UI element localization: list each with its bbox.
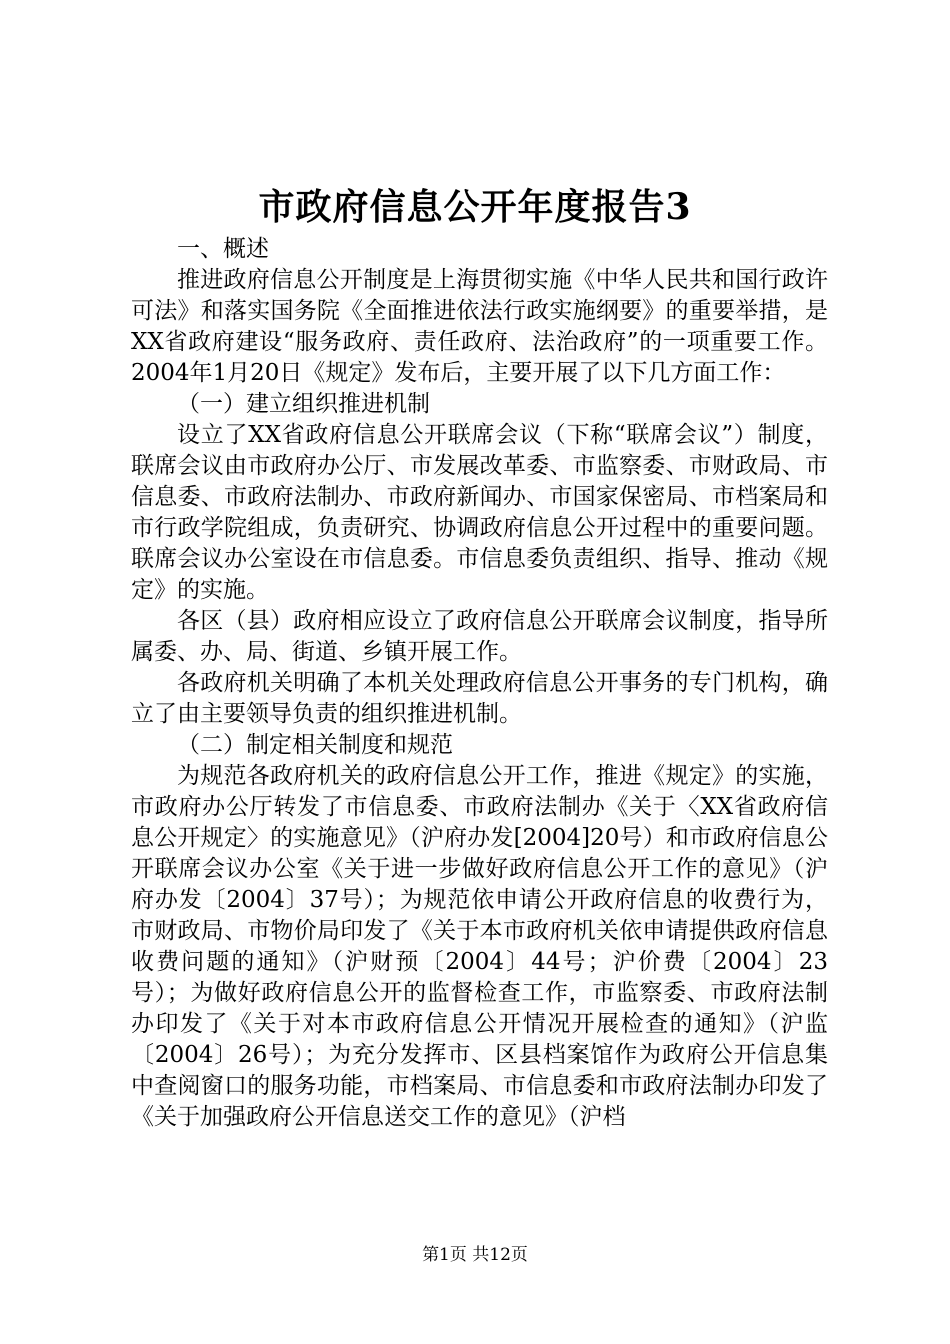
paragraph: 各区（县）政府相应设立了政府信息公开联席会议制度，指导所属委、办、局、街道、乡镇开展工作。 (131, 608, 828, 665)
paragraph: 推进政府信息公开制度是上海贯彻实施《中华人民共和国行政许可法》和落实国务院《全面推进依法行政实施纲要》的重要举措，是XX省政府建设“服务政府、责任政府、法治政府”的一项重要工作。2004年1月20日《规定》发布后，主要开展了以下几方面工作： (131, 267, 828, 386)
section-heading: 一、概述 (177, 236, 269, 262)
subsection-heading: （二）制定相关制度和规范 (177, 732, 453, 758)
page-title: 市政府信息公开年度报告3 (258, 186, 692, 228)
document-body (131, 234, 828, 1133)
paragraph: 为规范各政府机关的政府信息公开工作，推进《规定》的实施，市政府办公厅转发了市信息委、市政府法制办《关于〈XX省政府信息公开规定〉的实施意见》（沪府办发[2004]20号）和市政府信息公开联席会议办公室《关于进一步做好政府信息公开工作的意见》（沪府办发〔2004〕37号）；为规范依申请公开政府信息的收费行为，市财政局、市物价局印发了《关于本市政府机关依申请提供政府信息收费问题的通知》（沪财预〔2004〕44号；沪价费〔2004〕23号）；为做好政府信息公开的监督检查工作，市监察委、市政府法制办印发了《关于对本市政府信息公开情况开展检查的通知》（沪监〔2004〕26号）；为充分发挥市、区县档案馆作为政府公开信息集中查阅窗口的服务功能，市档案局、市信息委和市政府法制办印发了《关于加强政府公开信息送交工作的意见》（沪档 (131, 763, 828, 1130)
subsection-heading: （一）建立组织推进机制 (177, 391, 430, 417)
paragraph: 各政府机关明确了本机关处理政府信息公开事务的专门机构，确立了由主要领导负责的组织推进机制。 (131, 670, 828, 727)
paragraph: 设立了XX省政府信息公开联席会议（下称“联席会议”）制度，联席会议由市政府办公厅、市发展改革委、市监察委、市财政局、市信息委、市政府法制办、市政府新闻办、市国家保密局、市档案局和市行政学院组成，负责研究、协调政府信息公开过程中的重要问题。联席会议办公室设在市信息委。市信息委负责组织、指导、推动《规定》的实施。 (131, 422, 828, 603)
page-footer: 第1页 共12页 (422, 1245, 528, 1265)
